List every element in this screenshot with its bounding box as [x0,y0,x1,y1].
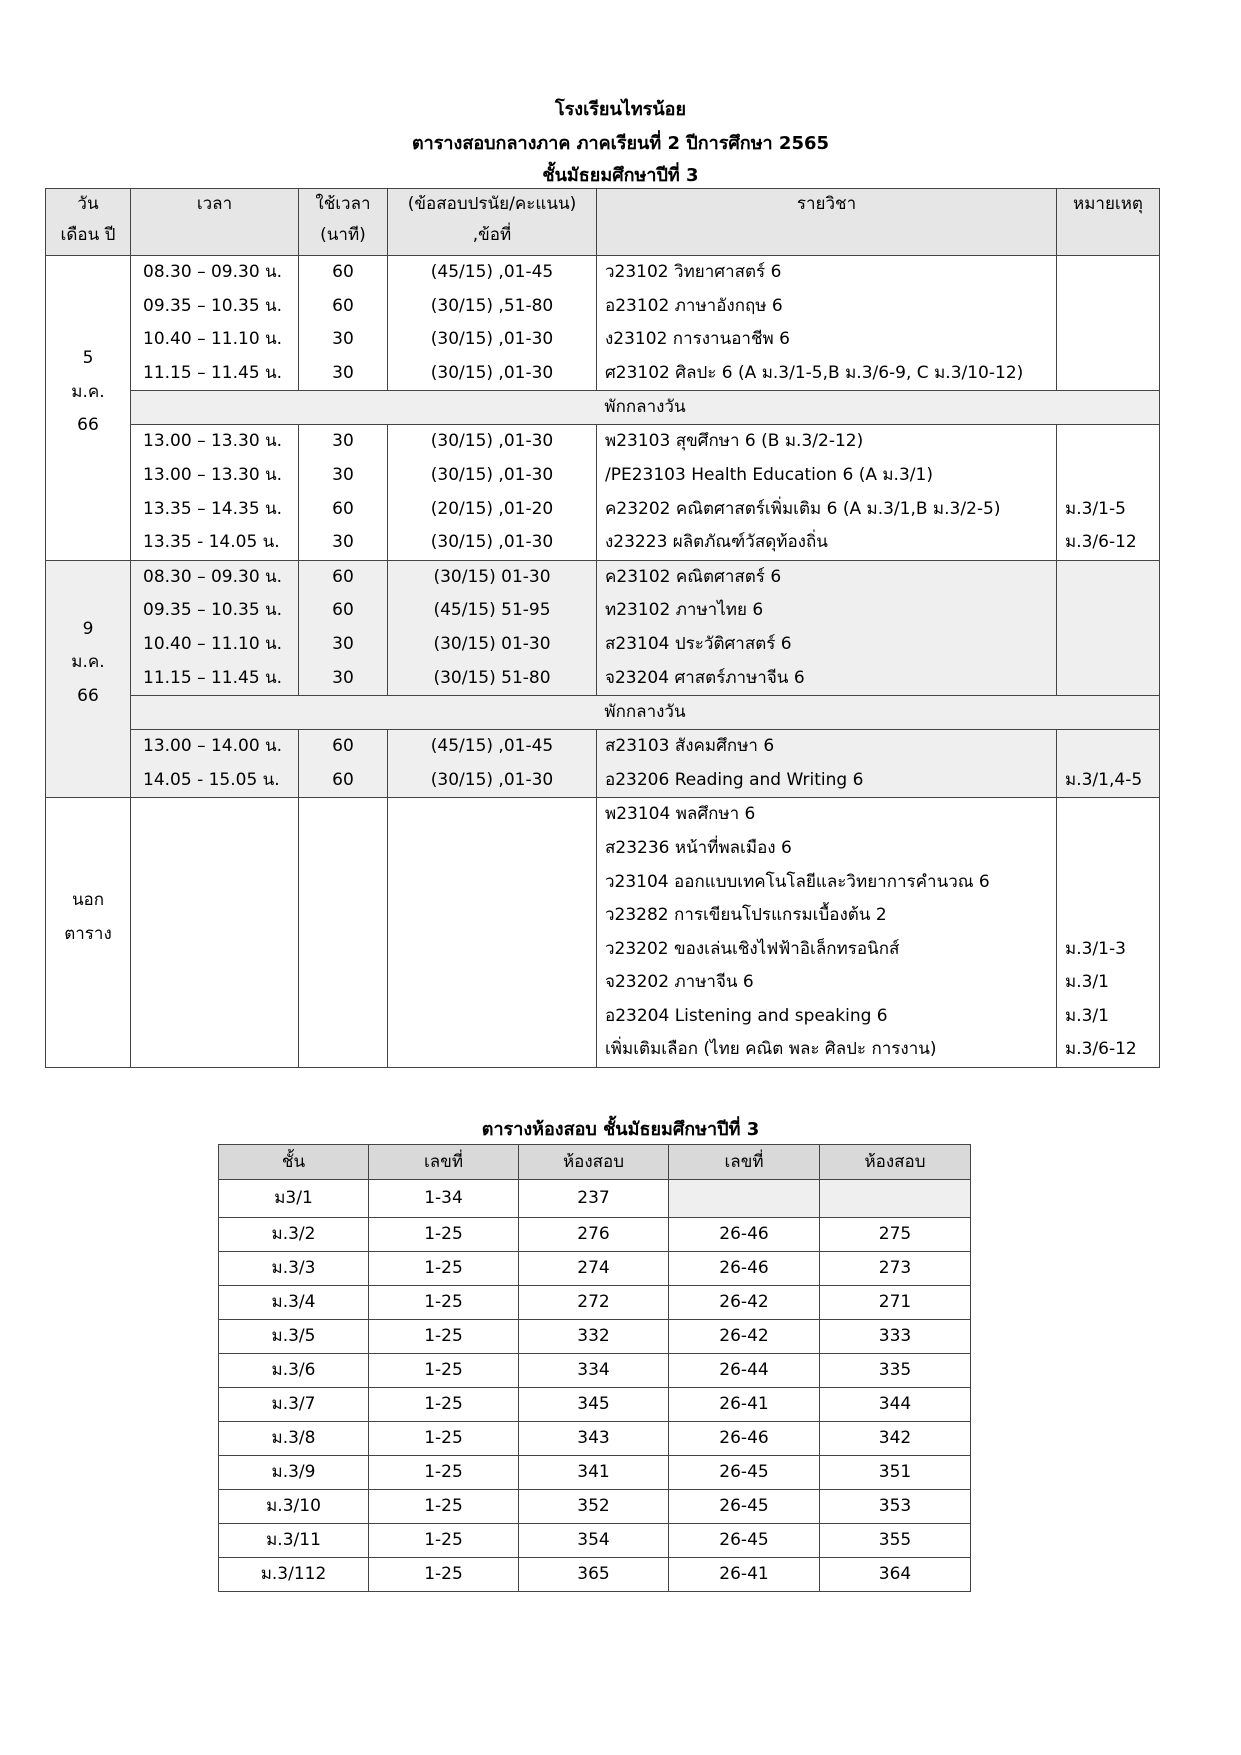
exam-note: ม.3/1,4-5 [1065,769,1143,790]
exam-items: (30/15) ,01-30 [430,329,554,350]
outside-label-cell [46,798,131,1068]
header-day-line2: เดือน ปี [60,225,116,245]
room-table-row [219,1180,971,1218]
room-cell: 1-25 [369,1388,519,1422]
exam-time: 11.15 – 11.45 น. [143,667,283,688]
room-cell: 1-25 [369,1320,519,1354]
exam-note [1057,594,1159,628]
exam-subject: /PE23103 Health Education 6 (A ม.3/1) [605,464,933,485]
exam-schedule-table [45,188,1160,1068]
room-cell: 26-45 [669,1456,820,1490]
room-cell: 365 [519,1558,669,1592]
outside-items-cell [388,798,597,1068]
exam-subject: ค23102 คณิตศาสตร์ 6 [605,566,782,587]
room-cell: 332 [519,1320,669,1354]
room-table-row [219,1286,971,1320]
exam-time-cell [131,256,299,391]
header-items [388,189,597,256]
room-cell: 351 [820,1456,971,1490]
room-cell: 344 [820,1388,971,1422]
exam-note [1057,256,1159,290]
room-header-cell: เลขที่ [669,1145,820,1180]
day-label-line: ม.ค. [71,381,105,402]
exam-note [1057,323,1159,357]
exam-subject: พ23103 สุขศึกษา 6 (B ม.3/2-12) [605,431,864,452]
room-cell: 335 [820,1354,971,1388]
exam-items: (30/15) ,01-30 [430,431,554,452]
room-cell: 1-25 [369,1422,519,1456]
exam-note: ม.3/6-12 [1065,532,1137,553]
lunch-break-label: พักกลางวัน [131,391,1160,425]
room-header-cell: เลขที่ [369,1145,519,1180]
room-cell: ม.3/8 [219,1422,369,1456]
exam-duration-cell [299,256,388,391]
exam-time: 13.00 – 14.00 น. [143,736,283,757]
room-cell: ม.3/2 [219,1218,369,1252]
exam-table-header-row [46,189,1160,256]
exam-items: (45/15) ,01-45 [430,736,554,757]
room-cell: ม.3/5 [219,1320,369,1354]
exam-time: 13.00 – 13.30 น. [143,464,283,485]
room-table-row [219,1456,971,1490]
day-label-line: 5 [82,348,94,368]
day-label-line: 66 [77,685,99,706]
exam-subject-cell [597,425,1057,560]
exam-subject: ว23102 วิทยาศาสตร์ 6 [605,262,782,282]
grade-level-title: ชั้นมัธยมศึกษาปีที่ 3 [542,165,699,186]
room-cell: 26-42 [669,1320,820,1354]
exam-duration: 60 [332,736,354,757]
outside-subject: พ23104 พลศึกษา 6 [605,804,756,825]
room-header-cell: ห้องสอบ [820,1145,971,1180]
room-cell: 1-34 [369,1180,519,1218]
exam-note-cell [1057,730,1160,798]
room-cell: 26-45 [669,1490,820,1524]
exam-note [1057,730,1159,764]
header-time: เวลา [131,189,299,256]
exam-time: 09.35 – 10.35 น. [143,600,283,621]
room-cell: 1-25 [369,1490,519,1524]
exam-duration: 60 [332,295,354,316]
exam-duration: 60 [332,600,354,621]
outside-subject: เพิ่มเติมเลือก (ไทย คณิต พละ ศิลปะ การงาน) [605,1039,937,1060]
outside-time-cell [131,798,299,1068]
exam-subject-cell [597,730,1057,798]
exam-items: (30/15) 01-30 [433,633,551,654]
exam-duration-cell [299,730,388,798]
exam-subject: ท23102 ภาษาไทย 6 [605,600,764,621]
room-cell: 352 [519,1490,669,1524]
exam-time: 10.40 – 11.10 น. [143,329,283,350]
exam-subject: ค23202 คณิตศาสตร์เพิ่มเติม 6 (A ม.3/1,B ม.3/2-5) [605,498,1001,519]
exam-items: (20/15) ,01-20 [430,498,554,519]
room-table-title: ตารางห้องสอบ ชั้นมัธยมศึกษาปีที่ 3 [481,1119,760,1140]
room-cell: 26-46 [669,1422,820,1456]
exam-duration: 60 [332,498,354,519]
room-cell [820,1180,971,1218]
exam-subject: ง23102 การงานอาชีพ 6 [605,329,790,350]
exam-note [1057,425,1159,459]
exam-note [1057,290,1159,324]
room-cell: 26-42 [669,1286,820,1320]
exam-duration: 60 [332,769,354,790]
exam-duration: 60 [332,566,354,587]
day-label-line: ม.ค. [71,652,105,673]
exam-time: 13.35 – 14.35 น. [143,498,283,519]
exam-subject: อ23206 Reading and Writing 6 [605,769,864,790]
room-cell: 353 [820,1490,971,1524]
header-day-line1: วัน [77,194,99,214]
room-table-header-row [219,1145,971,1180]
room-cell: ม.3/3 [219,1252,369,1286]
exam-subject: จ23204 ศาสตร์ภาษาจีน 6 [605,667,805,688]
room-cell: 341 [519,1456,669,1490]
header-day [46,189,131,256]
exam-note: ม.3/1-5 [1065,498,1126,519]
exam-time: 13.35 - 14.05 น. [143,532,280,553]
day-label-line: 9 [82,618,94,639]
exam-duration: 30 [332,464,354,485]
exam-subject: ง23223 ผลิตภัณฑ์วัสดุท้องถิ่น [605,532,828,553]
room-cell [669,1180,820,1218]
room-cell: 333 [820,1320,971,1354]
exam-items: (30/15) ,01-30 [430,532,554,553]
outside-subject: ส23236 หน้าที่พลเมือง 6 [605,837,792,858]
room-cell: 334 [519,1354,669,1388]
schedule-block-row [46,730,1160,798]
day-label-cell [46,256,131,561]
room-cell: ม3/1 [219,1180,369,1218]
exam-items-cell [388,730,597,798]
room-cell: 26-45 [669,1524,820,1558]
room-cell: 26-41 [669,1388,820,1422]
exam-duration: 30 [332,362,354,383]
exam-items: (45/15) 51-95 [433,600,551,621]
exam-items-cell [388,560,597,695]
room-table-row [219,1558,971,1592]
outside-subject: ว23202 ของเล่นเชิงไฟฟ้าอิเล็กทรอนิกส์ [605,938,900,959]
exam-items: (30/15) 01-30 [433,566,551,587]
room-table-row [219,1218,971,1252]
room-cell: 271 [820,1286,971,1320]
outside-schedule-row [46,798,1160,1068]
outside-label-line: นอก [71,890,105,911]
room-cell: 343 [519,1422,669,1456]
room-table-row [219,1354,971,1388]
exam-subject: อ23102 ภาษาอังกฤษ 6 [605,295,783,316]
day-label-cell [46,560,131,798]
room-header-cell: ห้องสอบ [519,1145,669,1180]
exam-schedule-title: ตารางสอบกลางภาค ภาคเรียนที่ 2 ปีการศึกษา 2565 [411,133,830,154]
exam-items: (30/15) ,01-30 [430,464,554,485]
room-cell: ม.3/9 [219,1456,369,1490]
outside-note-cell [1057,798,1160,1068]
room-cell: ม.3/4 [219,1286,369,1320]
room-cell: 364 [820,1558,971,1592]
room-table-row [219,1388,971,1422]
lunch-break-row [46,391,1160,425]
room-cell: 273 [820,1252,971,1286]
room-cell: 1-25 [369,1354,519,1388]
exam-items: (45/15) ,01-45 [430,262,554,282]
exam-time: 13.00 – 13.30 น. [143,431,283,452]
room-cell: 354 [519,1524,669,1558]
exam-duration: 30 [332,532,354,553]
room-cell: 26-41 [669,1558,820,1592]
room-cell: 1-25 [369,1252,519,1286]
exam-duration: 30 [332,431,354,452]
exam-subject: ส23103 สังคมศึกษา 6 [605,736,775,757]
exam-duration: 30 [332,329,354,350]
exam-time-cell [131,425,299,560]
exam-note [1057,628,1159,662]
exam-subject-cell [597,560,1057,695]
exam-subject-cell [597,256,1057,391]
room-cell: 355 [820,1524,971,1558]
schedule-block-row [46,425,1160,560]
exam-duration: 30 [332,667,354,688]
room-cell: 274 [519,1252,669,1286]
outside-note: ม.3/1-3 [1065,938,1126,959]
room-cell: 1-25 [369,1558,519,1592]
room-cell: ม.3/11 [219,1524,369,1558]
exam-note-cell [1057,425,1160,560]
exam-items: (30/15) 51-80 [433,667,551,688]
outside-note [1057,866,1159,900]
exam-duration: 60 [332,262,354,282]
outside-note: ม.3/6-12 [1065,1039,1137,1060]
exam-duration-cell [299,560,388,695]
room-cell: 1-25 [369,1456,519,1490]
header-duration [299,189,388,256]
lunch-break-label: พักกลางวัน [131,696,1160,730]
room-cell: 345 [519,1388,669,1422]
outside-label-line: ตาราง [64,923,112,944]
outside-duration-cell [299,798,388,1068]
schedule-block-row [46,256,1160,391]
outside-subject: อ23204 Listening and speaking 6 [605,1005,888,1026]
outside-subject: ว23104 ออกแบบเทคโนโลยีและวิทยาการคำนวณ 6 [605,871,990,892]
room-cell: 26-44 [669,1354,820,1388]
exam-items-cell [388,256,597,391]
room-table-row [219,1490,971,1524]
room-table-row [219,1422,971,1456]
room-cell: 26-46 [669,1218,820,1252]
outside-note [1057,798,1159,832]
room-cell: 1-25 [369,1286,519,1320]
header-items-line1: (ข้อสอบปรนัย/คะแนน) [407,194,577,214]
exam-note [1057,357,1159,391]
exam-items: (30/15) ,01-30 [430,362,554,383]
exam-subject: ส23104 ประวัติศาสตร์ 6 [605,633,792,654]
exam-items: (30/15) ,01-30 [430,769,554,790]
room-cell: 272 [519,1286,669,1320]
outside-note: ม.3/1 [1065,1005,1109,1026]
exam-items-cell [388,425,597,560]
room-cell: ม.3/7 [219,1388,369,1422]
schedule-block-row [46,560,1160,695]
exam-note-cell [1057,256,1160,391]
room-cell: 1-25 [369,1524,519,1558]
exam-time: 08.30 – 09.30 น. [143,262,283,282]
day-label-line: 66 [77,415,99,436]
room-cell: ม.3/10 [219,1490,369,1524]
exam-time: 09.35 – 10.35 น. [143,295,283,316]
room-cell: 342 [820,1422,971,1456]
exam-subject: ศ23102 ศิลปะ 6 (A ม.3/1-5,B ม.3/6-9, C ม.3/10-12) [605,362,1024,383]
exam-time-cell [131,730,299,798]
room-cell: ม.3/6 [219,1354,369,1388]
room-cell: 237 [519,1180,669,1218]
room-cell: 275 [820,1218,971,1252]
outside-note [1057,832,1159,866]
exam-note [1057,561,1159,595]
room-cell: ม.3/112 [219,1558,369,1592]
room-cell: 26-46 [669,1252,820,1286]
header-subject: รายวิชา [597,189,1057,256]
room-cell: 1-25 [369,1218,519,1252]
exam-note-cell [1057,560,1160,695]
exam-time: 08.30 – 09.30 น. [143,566,283,587]
header-note: หมายเหตุ [1057,189,1160,256]
header-items-line2: ,ข้อที่ [472,225,512,245]
header-duration-line1: ใช้เวลา [315,194,371,214]
exam-room-table [218,1144,971,1592]
outside-subject: ว23282 การเขียนโปรแกรมเบื้องต้น 2 [605,905,887,926]
room-table-row [219,1320,971,1354]
outside-subject: จ23202 ภาษาจีน 6 [605,972,754,993]
exam-items: (30/15) ,51-80 [430,295,554,316]
room-table-row [219,1524,971,1558]
exam-time: 11.15 – 11.45 น. [143,362,283,383]
room-table-row [219,1252,971,1286]
exam-duration-cell [299,425,388,560]
room-header-cell: ชั้น [219,1145,369,1180]
outside-note [1057,899,1159,933]
room-cell: 276 [519,1218,669,1252]
outside-subject-cell [597,798,1057,1068]
school-name: โรงเรียนไทรน้อย [554,99,687,120]
exam-time-cell [131,560,299,695]
lunch-break-row [46,696,1160,730]
exam-time: 14.05 - 15.05 น. [143,769,280,790]
exam-note [1057,662,1159,696]
header-duration-line2: (นาที) [320,225,366,245]
exam-note [1057,459,1159,493]
exam-duration: 30 [332,633,354,654]
exam-time: 10.40 – 11.10 น. [143,633,283,654]
outside-note: ม.3/1 [1065,972,1109,993]
